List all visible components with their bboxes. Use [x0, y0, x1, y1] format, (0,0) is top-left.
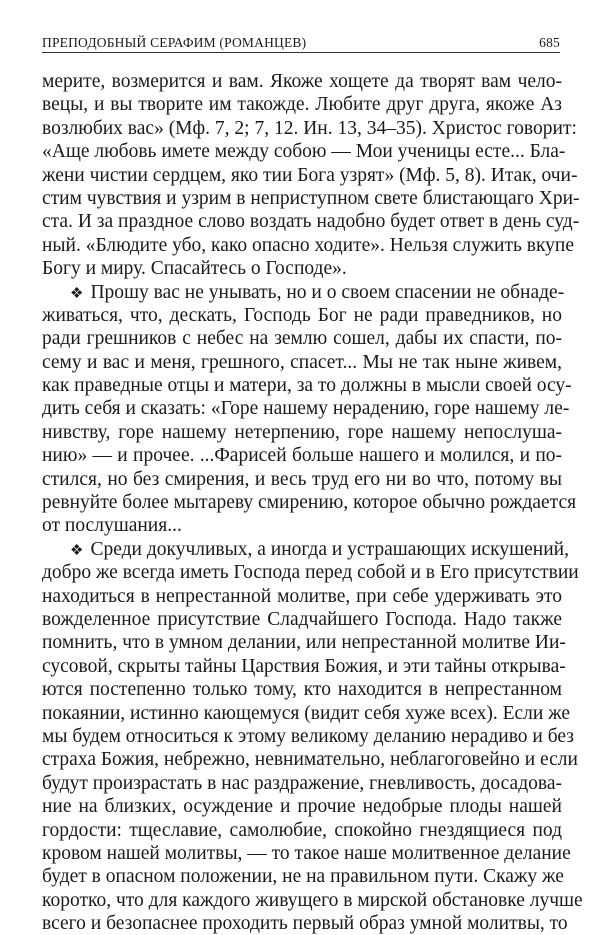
text-line: [42, 281, 565, 304]
text-line: от послушания...: [42, 515, 182, 537]
text-line: сему и вас и меня, грешного, спасет... Мы не так ныне живем,: [42, 351, 562, 373]
text-line: будет в опасном положении, не на правильном пути. Скажу же: [42, 866, 564, 888]
page-body: [42, 70, 583, 935]
text-line: ются постепенно только тому, кто находится в непрестанном: [42, 679, 562, 701]
text-line: ревнуйте более мытареву смирению, которое обычно рождается: [42, 492, 577, 514]
text-line: стился, но без смирения, и весь труд его ни во что, потому вы: [42, 468, 562, 490]
text-line: страха Божия, небрежно, невнимательно, неблагоговейно и если: [42, 749, 578, 771]
text-line: «Аще любовь имете между собою — Мои ученицы есте... Бла-: [42, 141, 566, 163]
text-line: мерите, возмерится и вам. Якоже хощете да творят вам чело-: [42, 71, 562, 92]
text-line: возлюбих вас» (Мф. 7, 2; 7, 12. Ин. 13, 34–35). Христос говорит:: [42, 117, 577, 139]
paragraph-marker-icon: ❖: [70, 542, 84, 559]
header-rule: [42, 52, 560, 53]
text-line: добро же всегда иметь Господа перед собой и в Его присутствии: [42, 562, 579, 584]
text-line: Богу и миру. Спасайтесь о Господе».: [42, 258, 347, 280]
text-line: ние на близких, осуждение и прочие недобрые плоды нашей: [42, 796, 562, 818]
text-line: покаянии, истинно кающемуся (видит себя хуже всех). Если же: [42, 702, 571, 724]
text-line: [42, 538, 569, 561]
text-line: живаться, что, дескать, Господь Бог не ради праведников, но: [42, 304, 562, 326]
paragraph-marker-icon: ❖: [70, 285, 84, 302]
text-line: коротко, что для каждого живущего в мирской обстановке лучше: [42, 889, 583, 911]
text-line: мы будем относиться к этому великому деланию нерадиво и без: [42, 725, 574, 747]
text-line: стим чувствия и узрим в неприступном свете блистающаго Хри-: [42, 187, 580, 209]
running-title: ПРЕПОДОБНЫЙ СЕРАФИМ (РОМАНЦЕВ): [42, 35, 307, 50]
page-number: 685: [539, 35, 560, 50]
text-line: сусовой, скрыты тайны Царствия Божия, и эти тайны открыва-: [42, 655, 566, 677]
text-line: ста. И за праздное слово воздать надобно будет ответ в день суд-: [42, 211, 580, 233]
text-line: нивству, горе нашему нетерпению, горе нашему непослуша-: [42, 421, 562, 443]
text-line: нию» — и прочее. ...Фарисей больше нашего и молился, и по-: [42, 445, 562, 467]
line-text: Прошу вас не унывать, но и о своем спасении не обнаде-: [90, 281, 565, 303]
running-header: [42, 31, 560, 51]
text-line: находиться в непрестанной молитве, при себе удерживать это: [42, 585, 562, 607]
text-line: ради грешников с небес на землю сошел, дабы их спасти, по-: [42, 328, 562, 350]
text-line: будут произрастать в нас раздражение, гневливость, досадова-: [42, 772, 562, 794]
text-line: помнить, что в умном делании, или непрестанной молитве Ии-: [42, 632, 566, 654]
text-line: гордости: тщеславие, самолюбие, спокойно гнездящиеся под: [42, 819, 562, 841]
text-line: как праведные отцы и матери, за то должны в мысли своей осу-: [42, 375, 572, 397]
text-line: жени чистии сердцем, яко тии Бога узрят» (Мф. 5, 8). Итак, очи-: [42, 164, 578, 186]
text-line: вецы, и вы творите им такожде. Любите друг друга, якоже Аз: [42, 94, 562, 116]
text-line: вожделенное присутствие Сладчайшего Господа. Надо также: [42, 608, 562, 630]
text-line: ный. «Блюдите убо, како опасно ходите». Нельзя служить вкупе: [42, 234, 575, 256]
text-line: всего и безопаснее проходить первый образ умной молитвы, то: [42, 913, 568, 935]
text-line: кровом нашей молитвы, — то такое наше молитвенное делание: [42, 842, 571, 864]
text-line: дить себя и сказать: «Горе нашему нерадению, горе нашему ле-: [42, 398, 570, 420]
line-text: Среди докучливых, а иногда и устрашающих искушений,: [90, 538, 569, 560]
